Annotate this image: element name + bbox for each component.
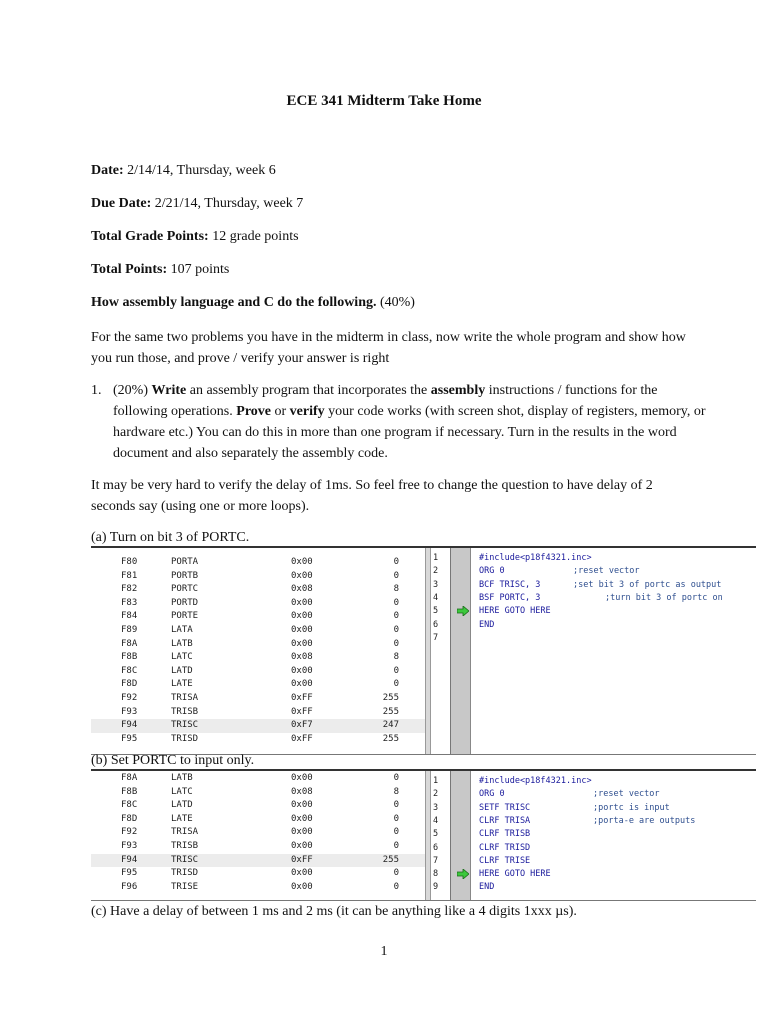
register-address: F8A xyxy=(121,773,138,783)
code-text: CLRF TRISD xyxy=(479,842,531,853)
register-decimal: 0 xyxy=(393,638,399,649)
code-line xyxy=(479,828,530,841)
register-hex: 0x00 xyxy=(291,773,313,783)
register-name: TRISB xyxy=(171,706,199,717)
register-name: LATA xyxy=(171,625,193,635)
register-name: LATB xyxy=(171,638,193,649)
register-row xyxy=(91,733,425,747)
register-address: F93 xyxy=(121,706,138,717)
intro-paragraph: For the same two problems you have in the midterm in class, now write the whole program and show how you run those, and prove / verify your answer is right xyxy=(91,330,686,366)
register-row xyxy=(91,772,425,786)
register-row xyxy=(91,840,425,854)
register-address: F82 xyxy=(121,584,138,595)
code-text: ORG 0 xyxy=(479,566,505,577)
register-row xyxy=(91,610,425,624)
register-row xyxy=(91,583,425,597)
register-decimal: 0 xyxy=(393,570,399,581)
register-address: F8D xyxy=(121,679,138,690)
line-number: 2 xyxy=(433,789,439,800)
register-hex: 0x00 xyxy=(291,868,313,879)
register-hex: 0x08 xyxy=(291,786,313,797)
code-line xyxy=(479,881,494,894)
register-row xyxy=(91,597,425,611)
register-address: F94 xyxy=(121,854,138,865)
register-hex: 0x00 xyxy=(291,611,313,622)
line-number: 9 xyxy=(433,882,439,893)
code-line xyxy=(479,619,494,632)
register-name: PORTC xyxy=(171,584,199,595)
register-name: PORTA xyxy=(171,557,199,567)
code-line xyxy=(479,775,592,788)
register-name: TRISA xyxy=(171,693,199,703)
line-number: 5 xyxy=(433,606,439,617)
code-comment: ;portc is input xyxy=(593,802,670,813)
line-number: 1 xyxy=(433,553,439,563)
register-row xyxy=(91,706,425,720)
register-decimal: 255 xyxy=(382,854,399,865)
total-points-line: Total Points: 107 points xyxy=(91,262,230,277)
register-decimal: 0 xyxy=(393,868,399,879)
line-number: 4 xyxy=(433,815,439,826)
register-decimal: 0 xyxy=(393,665,399,676)
register-name: LATE xyxy=(171,813,193,824)
register-hex: 0x00 xyxy=(291,827,313,838)
code-line xyxy=(479,605,551,618)
register-row xyxy=(91,786,425,800)
register-hex: 0x00 xyxy=(291,841,313,851)
code-text: END xyxy=(479,619,495,630)
register-address: F80 xyxy=(121,557,138,567)
register-hex: 0x00 xyxy=(291,679,313,690)
register-decimal: 255 xyxy=(382,706,399,717)
register-address: F8D xyxy=(121,813,138,824)
code-text: CLRF TRISA xyxy=(479,815,531,826)
register-decimal: 8 xyxy=(393,652,399,663)
register-address: F95 xyxy=(121,868,138,879)
register-name: TRISD xyxy=(171,868,199,879)
register-row xyxy=(91,813,425,827)
line-number: 3 xyxy=(433,802,439,813)
code-text: #include<p18f4321.inc> xyxy=(479,776,592,786)
register-row xyxy=(91,799,425,813)
question-1: 1. (20%) Write an assembly program that incorporates the assembly instructions / functions for the following operations. Prove or verify your code works (with screen shot, display of registers, memory, or hardware etc.) You can do this in more than one program if necessary. Turn in the results in the word document and also separately the assembly code. xyxy=(91,380,711,464)
register-address: F8C xyxy=(121,800,138,811)
register-address: F83 xyxy=(121,597,138,608)
register-row xyxy=(91,719,425,733)
register-hex: 0xFF xyxy=(291,854,313,865)
register-row xyxy=(91,826,425,840)
code-comment: ;set bit 3 of portc as output xyxy=(573,579,722,590)
register-address: F81 xyxy=(121,570,138,581)
register-address: F93 xyxy=(121,841,138,851)
screenshot-part-a xyxy=(91,546,756,755)
register-row xyxy=(91,570,425,584)
code-text: SETF TRISC xyxy=(479,802,531,813)
part-c-label: (c) Have a delay of between 1 ms and 2 ms (it can be anything like a 4 digits 1xxx µs). xyxy=(91,904,577,919)
register-hex: 0x00 xyxy=(291,665,313,676)
line-number: 4 xyxy=(433,592,439,603)
register-address: F8A xyxy=(121,638,138,649)
code-line xyxy=(479,788,660,801)
delay-note: It may be very hard to verify the delay of 1ms. So feel free to change the question to have delay of 2 seconds say (using one or more loops). xyxy=(91,478,653,514)
register-name: PORTE xyxy=(171,611,199,622)
register-decimal: 0 xyxy=(393,625,399,635)
register-row xyxy=(91,692,425,706)
register-decimal: 247 xyxy=(382,720,399,731)
register-decimal: 0 xyxy=(393,611,399,622)
register-hex: 0x00 xyxy=(291,557,313,567)
code-comment: ;reset vector xyxy=(573,566,640,577)
register-decimal: 0 xyxy=(393,679,399,690)
register-name: TRISA xyxy=(171,827,199,838)
register-decimal: 0 xyxy=(393,800,399,811)
register-decimal: 0 xyxy=(393,841,399,851)
part-b-label: (b) Set PORTC to input only. xyxy=(91,753,255,768)
register-hex: 0x00 xyxy=(291,638,313,649)
register-row xyxy=(91,881,425,895)
line-number: 3 xyxy=(433,579,439,590)
register-address: F89 xyxy=(121,625,138,635)
line-number: 5 xyxy=(433,829,439,840)
register-name: PORTB xyxy=(171,570,199,581)
register-name: PORTD xyxy=(171,597,199,608)
code-comment: ;turn bit 3 of portc on xyxy=(605,592,723,603)
register-row xyxy=(91,678,425,692)
register-row xyxy=(91,556,425,570)
register-address: F92 xyxy=(121,827,138,838)
line-number: 6 xyxy=(433,619,439,630)
register-hex: 0x00 xyxy=(291,597,313,608)
line-number: 7 xyxy=(433,632,439,643)
code-line xyxy=(479,855,530,868)
line-numbers xyxy=(431,548,451,754)
program-counter-arrow-icon xyxy=(457,869,469,879)
register-address: F95 xyxy=(121,733,138,744)
register-decimal: 0 xyxy=(393,813,399,824)
line-number: 6 xyxy=(433,842,439,853)
register-hex: 0xFF xyxy=(291,733,313,744)
code-line xyxy=(479,802,670,815)
part-a-label: (a) Turn on bit 3 of PORTC. xyxy=(91,530,250,545)
code-text: CLRF TRISB xyxy=(479,829,531,840)
register-hex: 0xF7 xyxy=(291,720,313,731)
code-line xyxy=(479,842,530,855)
code-text: ORG 0 xyxy=(479,789,505,800)
register-table xyxy=(91,548,425,754)
register-name: LATC xyxy=(171,786,193,797)
register-decimal: 8 xyxy=(393,786,399,797)
code-line xyxy=(479,579,722,592)
register-decimal: 0 xyxy=(393,597,399,608)
register-decimal: 0 xyxy=(393,881,399,892)
register-name: LATE xyxy=(171,679,193,690)
date-line: Date: 2/14/14, Thursday, week 6 xyxy=(91,163,276,178)
line-number: 1 xyxy=(433,776,439,786)
register-address: F8B xyxy=(121,652,138,663)
register-hex: 0x08 xyxy=(291,584,313,595)
section-heading: How assembly language and C do the following. (40%) xyxy=(91,295,415,310)
register-name: TRISC xyxy=(171,720,199,731)
register-name: TRISC xyxy=(171,854,199,865)
register-name: TRISD xyxy=(171,733,199,744)
register-decimal: 255 xyxy=(382,733,399,744)
register-row xyxy=(91,624,425,638)
line-number: 8 xyxy=(433,869,439,880)
register-decimal: 0 xyxy=(393,557,399,567)
register-name: LATB xyxy=(171,773,193,783)
register-decimal: 0 xyxy=(393,827,399,838)
code-comment: ;reset vector xyxy=(593,789,660,800)
line-number: 2 xyxy=(433,566,439,577)
register-address: F84 xyxy=(121,611,138,622)
register-row xyxy=(91,854,425,868)
register-name: LATD xyxy=(171,665,193,676)
register-hex: 0x00 xyxy=(291,800,313,811)
code-line xyxy=(479,815,696,828)
register-row xyxy=(91,638,425,652)
register-address: F96 xyxy=(121,881,138,892)
register-hex: 0xFF xyxy=(291,693,313,703)
register-hex: 0x00 xyxy=(291,813,313,824)
code-line xyxy=(479,592,723,605)
question-number: 1. xyxy=(91,383,102,398)
register-decimal: 0 xyxy=(393,773,399,783)
register-address: F94 xyxy=(121,720,138,731)
line-number: 7 xyxy=(433,855,439,866)
register-address: F8B xyxy=(121,786,138,797)
due-date-line: Due Date: 2/21/14, Thursday, week 7 xyxy=(91,196,304,211)
register-address: F8C xyxy=(121,665,138,676)
grade-points-line: Total Grade Points: 12 grade points xyxy=(91,229,299,244)
register-hex: 0x00 xyxy=(291,570,313,581)
register-address: F92 xyxy=(121,693,138,703)
code-line xyxy=(479,565,640,578)
code-text: CLRF TRISE xyxy=(479,855,531,866)
register-hex: 0x00 xyxy=(291,625,313,635)
code-text: BCF TRISC, 3 xyxy=(479,579,541,590)
code-text: HERE GOTO HERE xyxy=(479,606,551,617)
program-counter-arrow-icon xyxy=(457,606,469,616)
register-row xyxy=(91,867,425,881)
code-text: HERE GOTO HERE xyxy=(479,869,551,880)
register-hex: 0xFF xyxy=(291,706,313,717)
register-name: LATD xyxy=(171,800,193,811)
register-table xyxy=(91,771,425,900)
register-name: TRISE xyxy=(171,881,199,892)
register-decimal: 255 xyxy=(382,693,399,703)
document-title: ECE 341 Midterm Take Home xyxy=(286,93,482,109)
code-text: #include<p18f4321.inc> xyxy=(479,553,592,563)
register-name: TRISB xyxy=(171,841,199,851)
register-decimal: 8 xyxy=(393,584,399,595)
register-row xyxy=(91,665,425,679)
line-numbers xyxy=(431,771,451,900)
register-hex: 0x08 xyxy=(291,652,313,663)
code-line xyxy=(479,868,551,881)
register-hex: 0x00 xyxy=(291,881,313,892)
screenshot-part-b xyxy=(91,769,756,901)
code-comment: ;porta-e are outputs xyxy=(593,815,696,826)
code-text: END xyxy=(479,882,495,893)
register-row xyxy=(91,651,425,665)
code-line xyxy=(479,552,592,565)
register-name: LATC xyxy=(171,652,193,663)
page-number: 1 xyxy=(380,944,388,959)
code-text: BSF PORTC, 3 xyxy=(479,592,541,603)
